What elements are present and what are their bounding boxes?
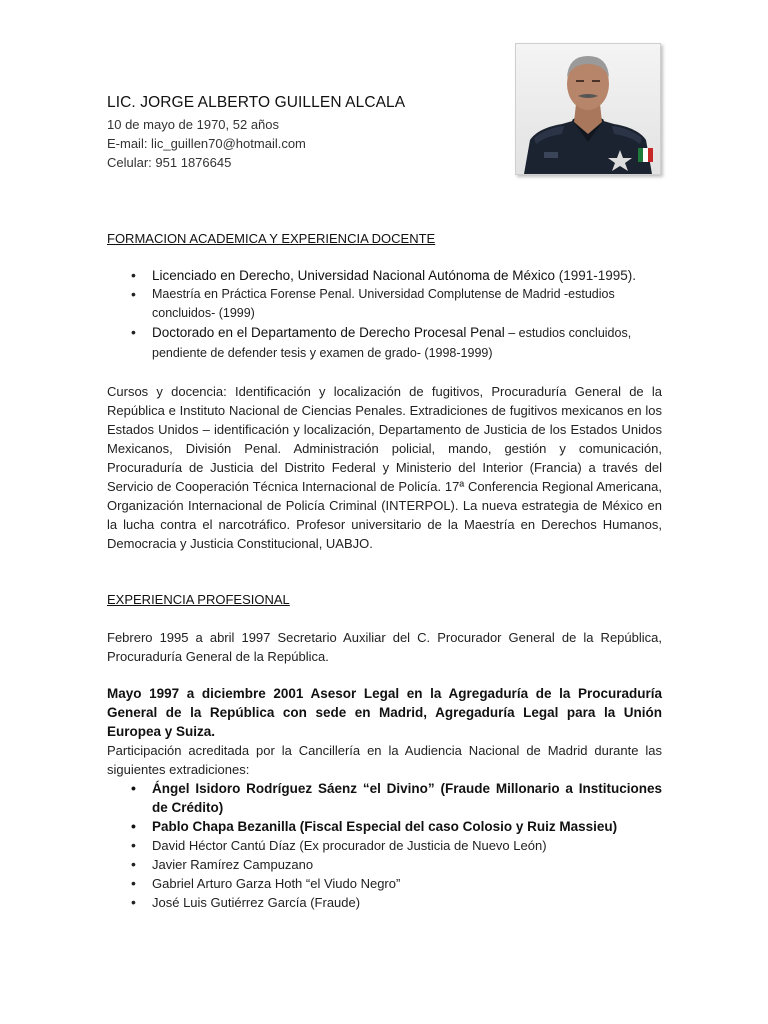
degree-rest: (1991-1995). [554,268,637,283]
extradiciones-list [107,779,662,912]
header [107,94,507,172]
list-item: • José Luis Gutiérrez García (Fraude) [107,893,662,912]
person-name: LIC. JORGE ALBERTO GUILLEN ALCALA [107,94,406,111]
birth-date: 10 de mayo de 1970, 52 años [107,117,280,132]
experiencia-p2: Mayo 1997 a diciembre 2001 Asesor Legal en la Agregaduría de la Procuraduría General de la República con sede en Madrid, Agregaduría Legal para la Unión Europea y Suiza. [107,686,662,739]
photo-illustration [516,44,660,174]
list-item [107,285,662,323]
degree-rest: Maestría en Práctica Forense Penal. Universidad Complutense de Madrid -estudios concluidos- (1999) [152,287,615,320]
formacion-section [107,229,662,248]
degree-bold: Licenciado en Derecho, Universidad Nacional Autónoma de México [152,268,555,283]
experiencia-heading: EXPERIENCIA PROFESIONAL [107,592,290,607]
experiencia-section [107,590,662,609]
phone: Celular: 951 1876645 [107,155,232,170]
cursos-paragraph: Cursos y docencia: Identificación y localización de fugitivos, Procuraduría General de la República e Instituto Nacional de Ciencias Penales. Extradiciones de fugitivos mexicanos en los Estados Unidos – identificación y localización, Departamento de Justicia de los Estados Unidos Mexicanos, División Penal. Administración policial, mando, gestión y comunicación, Procuraduría de Justicia del Distrito Federal y Ministerio del Interior (Francia) a través del Servicio de Cooperación Técnica Internacional de Policía. 17ª Conferencia Regional Americana, Organización Internacional de Policía Criminal (INTERPOL). La nueva estrategia de México en la lucha contra el narcotráfico. Profesor universitario de la Maestría en Derechos Humanos, Democracia y Justicia Constitucional, UABJO. [107,384,662,551]
email: E-mail: lic_guillen70@hotmail.com [107,136,306,151]
list-item: • Javier Ramírez Campuzano [107,855,662,874]
list-item [107,266,662,285]
list-item: • David Héctor Cantú Díaz (Ex procurador de Justicia de Nuevo León) [107,836,662,855]
profile-photo [515,43,661,175]
formacion-heading: FORMACION ACADEMICA Y EXPERIENCIA DOCENTE [107,231,436,246]
experiencia-p1: Febrero 1995 a abril 1997 Secretario Auxiliar del C. Procurador General de la República, Procuraduría General de la República. [107,630,662,664]
list-item: • Gabriel Arturo Garza Hoth “el Viudo Negro” [107,874,662,893]
formacion-list [107,266,662,363]
degree-rest: – estudios concluidos, pendiente de defender tesis y examen de grado- (1998-1999) [152,326,632,360]
list-item [107,323,662,363]
experiencia-p3: Participación acreditada por la Cancillería en la Audiencia Nacional de Madrid durante las siguientes extradiciones: [107,743,662,777]
list-item: • Ángel Isidoro Rodríguez Sáenz “el Divino” (Fraude Millonario a Instituciones de Crédito) [107,779,662,817]
list-item: • Pablo Chapa Bezanilla (Fiscal Especial del caso Colosio y Ruiz Massieu) [107,817,662,836]
degree-bold: Doctorado en el Departamento de Derecho Procesal Penal [152,325,505,340]
